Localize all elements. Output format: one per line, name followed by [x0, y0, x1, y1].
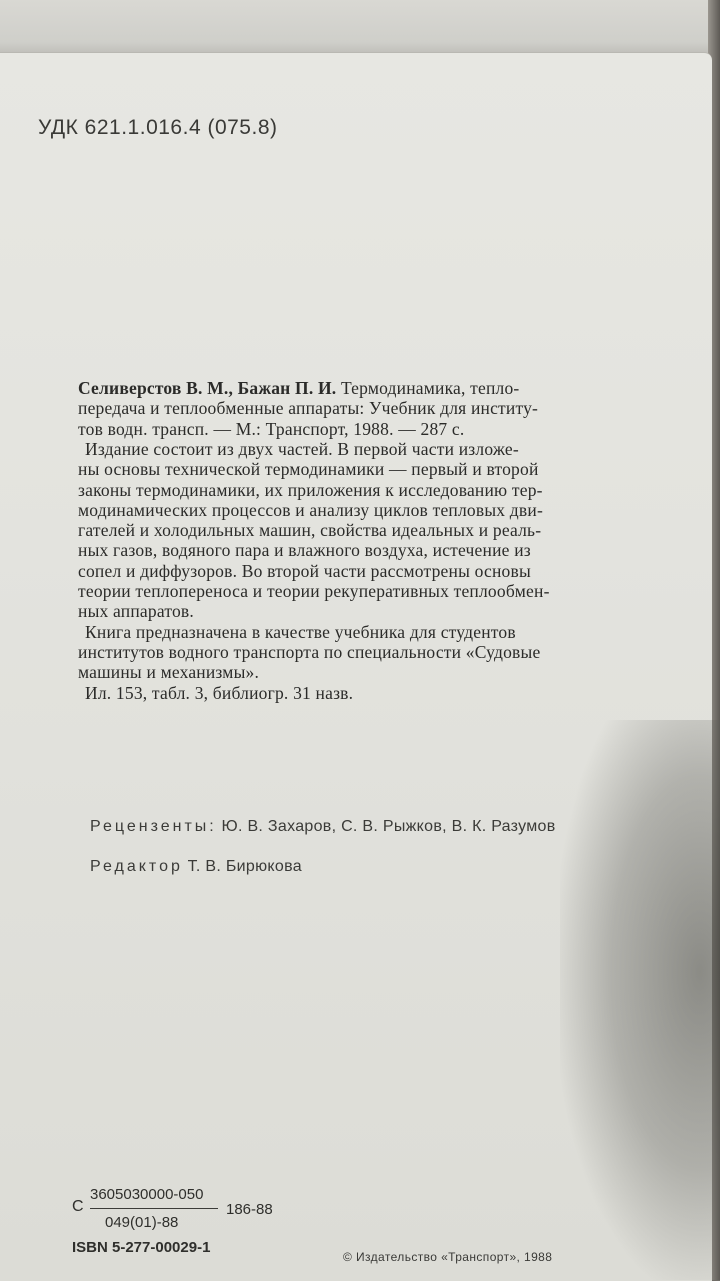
abstract-text: ных аппаратов.: [78, 601, 194, 622]
abstract-line: [85, 622, 516, 642]
abstract-line: [78, 378, 519, 398]
abstract-line: [78, 540, 531, 560]
editor-line: [90, 858, 302, 876]
abstract-line: [78, 561, 531, 581]
copyright: © Издательство «Транспорт», 1988: [343, 1250, 553, 1264]
abstract-line: [85, 683, 353, 703]
abstract-text: передача и теплообменные аппараты: Учебник для институ-: [78, 398, 539, 419]
editor-label: Редактор: [90, 858, 183, 875]
abstract-text: Книга предназначена в качестве учебника для студентов: [85, 621, 516, 642]
abstract-line: [85, 439, 519, 459]
abstract-text: законы термодинамики, их приложения к исследованию тер-: [78, 479, 543, 500]
isbn: ISBN 5-277-00029-1: [72, 1239, 211, 1256]
catalog-denominator: 049(01)-88: [105, 1214, 179, 1231]
abstract-text: сопел и диффузоров. Во второй части рассмотрены основы: [78, 560, 531, 581]
abstract-line: [78, 480, 543, 500]
abstract-text: Издание состоит из двух частей. В первой части изложе-: [85, 438, 519, 459]
abstract-text: ных газов, водяного пара и влажного воздуха, истечение из: [78, 540, 531, 561]
reviewers-line: [90, 818, 556, 836]
abstract-text: машины и механизмы».: [78, 662, 260, 683]
abstract-line: [78, 398, 538, 418]
catalog-number: 186-88: [226, 1201, 273, 1218]
abstract-line: [78, 601, 194, 621]
abstract-line: [78, 419, 464, 439]
reviewers-label: Рецензенты:: [90, 818, 217, 835]
abstract-text: тов водн. трансп. — М.: Транспорт, 1988. — 287 с.: [78, 418, 465, 439]
abstract-text: Термодинамика, тепло-: [336, 378, 520, 398]
abstract-line: [78, 500, 543, 520]
reviewers-names: Ю. В. Захаров, С. В. Рыжков, В. К. Разумов: [216, 818, 556, 835]
catalog-numerator: 3605030000-050: [90, 1186, 204, 1203]
udk-code: УДК 621.1.016.4 (075.8): [38, 116, 278, 139]
abstract-line: [78, 581, 550, 601]
catalog-fraction-rule: [90, 1208, 218, 1209]
catalog-letter: С: [72, 1198, 84, 1215]
abstract-text: гателей и холодильных машин, свойства идеальных и реаль-: [78, 520, 542, 541]
abstract-line: [78, 662, 259, 682]
abstract-text: теории теплопереноса и теории рекуперативных теплообмен-: [78, 581, 550, 601]
abstract-text: Ил. 153, табл. 3, библиогр. 31 назв.: [85, 682, 354, 703]
abstract-line: [78, 520, 541, 540]
abstract-text: модинамических процессов и анализу циклов тепловых дви-: [78, 499, 543, 520]
abstract-text: институтов водного транспорта по специальности «Судовые: [78, 641, 541, 662]
abstract-line: [78, 459, 539, 479]
editor-name: Т. В. Бирюкова: [182, 858, 302, 875]
abstract-text: ны основы технической термодинамики — первый и второй: [78, 459, 539, 480]
authors: Селиверстов В. М., Бажан П. И.: [78, 378, 337, 398]
abstract-line: [78, 642, 540, 662]
